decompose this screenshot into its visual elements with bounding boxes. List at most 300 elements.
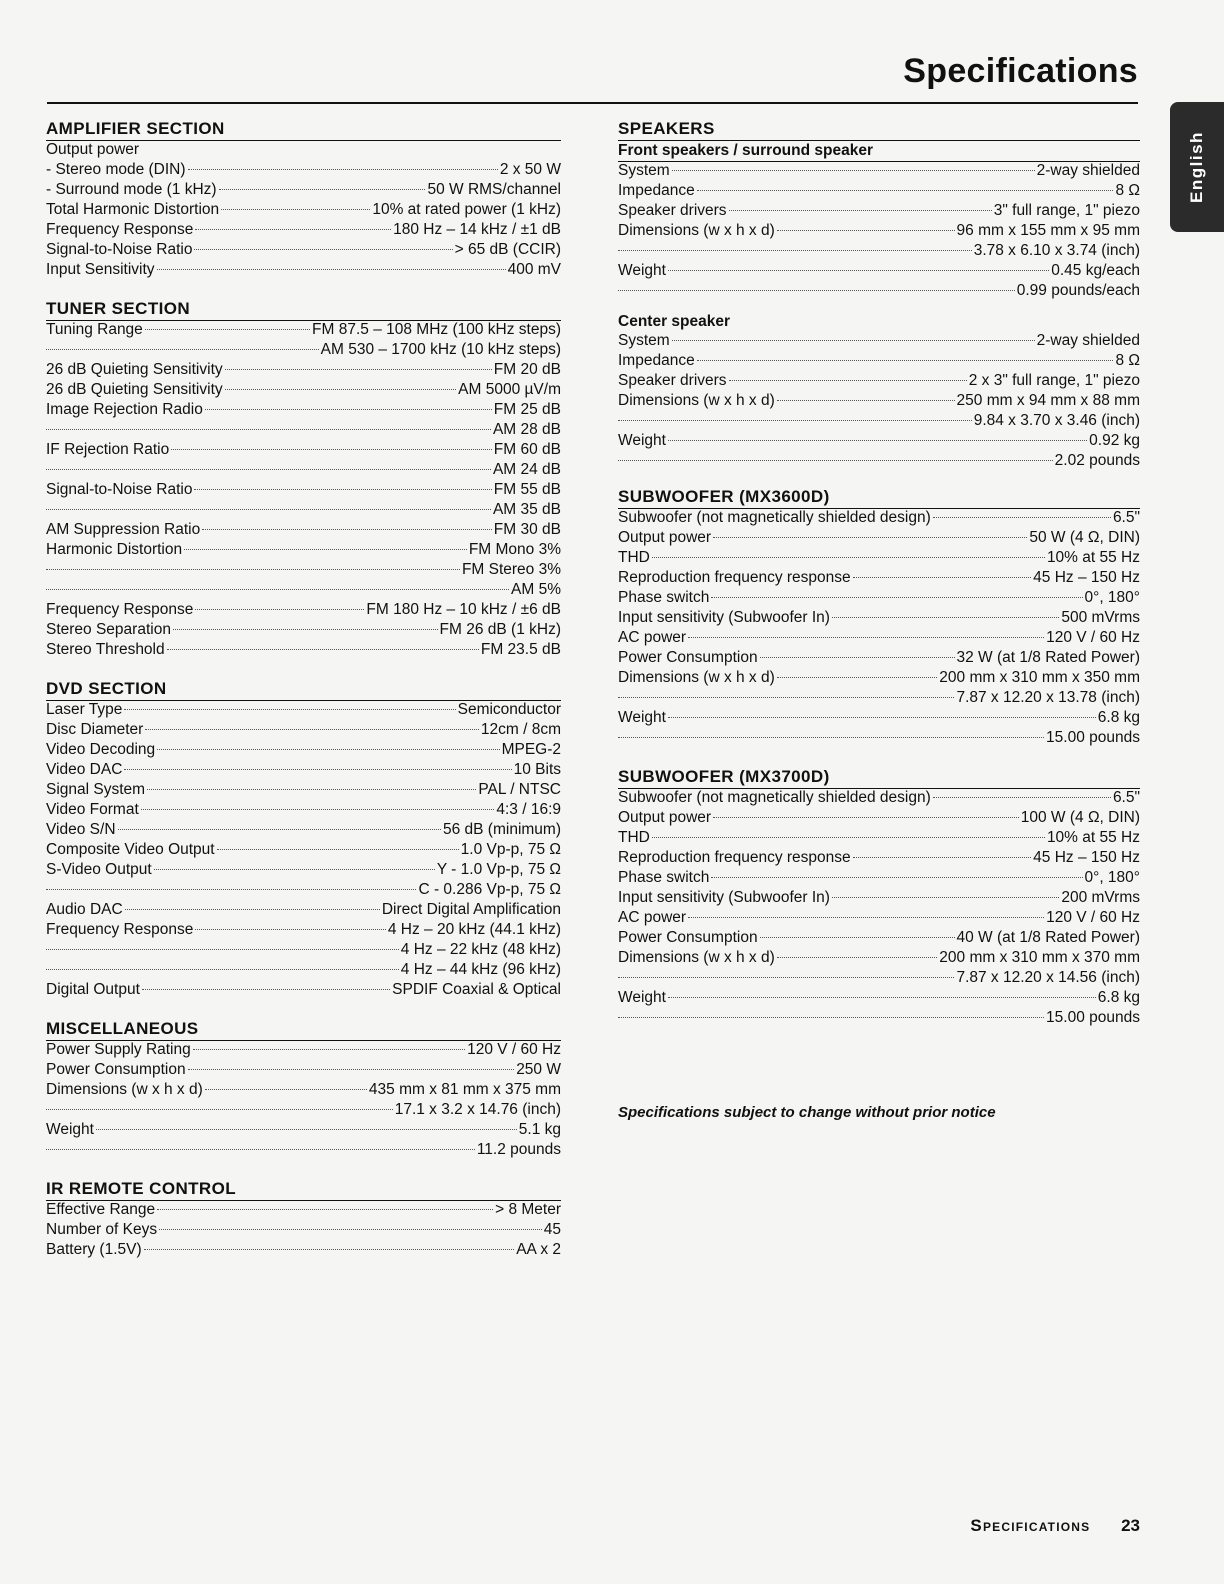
spec-value: 0.92 kg (1089, 432, 1140, 449)
dot-leader (46, 589, 509, 590)
spec-label: Video Format (46, 801, 139, 818)
dot-leader (46, 1109, 393, 1110)
spec-value: 32 W (at 1/8 Rated Power) (956, 649, 1140, 666)
spec-value: 45 Hz – 150 Hz (1033, 849, 1140, 866)
dot-leader (668, 997, 1096, 998)
spec-row (46, 201, 561, 221)
dot-leader (157, 269, 506, 270)
spec-label: Frequency Response (46, 601, 194, 618)
dot-leader (141, 809, 495, 810)
spec-value: > 65 dB (CCIR) (454, 241, 561, 258)
spec-row (46, 1201, 561, 1221)
dot-leader (697, 360, 1114, 361)
spec-value: 2 x 50 W (499, 161, 561, 178)
spec-value: 6.8 kg (1097, 989, 1140, 1006)
page-number: 23 (1121, 1516, 1140, 1535)
dot-leader (46, 469, 491, 470)
spec-value: PAL / NTSC (478, 781, 561, 798)
spec-row (46, 221, 561, 241)
spec-value: 5.1 kg (518, 1121, 561, 1138)
dot-leader (672, 340, 1035, 341)
spec-row (618, 372, 1140, 392)
spec-value: FM 25 dB (493, 401, 561, 418)
spec-row (46, 1141, 561, 1161)
spec-label: Image Rejection Radio (46, 401, 203, 418)
spec-label: Reproduction frequency response (618, 569, 851, 586)
spec-label: System (618, 162, 670, 179)
spec-value: 250 mm x 94 mm x 88 mm (956, 392, 1140, 409)
spec-label: Frequency Response (46, 221, 194, 238)
spec-label: Input sensitivity (Subwoofer In) (618, 889, 830, 906)
dot-leader (221, 209, 370, 210)
spec-row (46, 801, 561, 821)
spec-value: FM 26 dB (1 kHz) (439, 621, 561, 638)
spec-label: System (618, 332, 670, 349)
spec-value: 4 Hz – 22 kHz (48 kHz) (400, 941, 561, 958)
spec-row (618, 909, 1140, 929)
spec-value: AM 5% (511, 581, 561, 598)
dot-leader (124, 769, 511, 770)
spec-row (46, 241, 561, 261)
dot-leader (668, 717, 1096, 718)
dot-leader (219, 189, 426, 190)
dot-leader (711, 597, 1082, 598)
dot-leader (853, 577, 1032, 578)
spec-value: 200 mm x 310 mm x 370 mm (939, 949, 1140, 966)
spec-label: Speaker drivers (618, 372, 727, 389)
spec-value: FM 23.5 dB (480, 641, 561, 658)
spec-label: Signal-to-Noise Ratio (46, 481, 193, 498)
spec-value: 15.00 pounds (1046, 729, 1140, 746)
spec-value: 96 mm x 155 mm x 95 mm (956, 222, 1140, 239)
spec-value: Y - 1.0 Vp-p, 75 Ω (436, 861, 561, 878)
dot-leader (124, 709, 455, 710)
spec-label: Impedance (618, 352, 695, 369)
dot-leader (933, 517, 1111, 518)
dot-leader (96, 1129, 517, 1130)
dot-leader (157, 1209, 493, 1210)
spec-label: AC power (618, 629, 687, 646)
spec-label: Laser Type (46, 701, 123, 718)
spec-row (46, 341, 561, 361)
spec-value: FM 180 Hz – 10 kHz / ±6 dB (366, 601, 561, 618)
spec-row (618, 709, 1140, 729)
language-tab (1170, 102, 1224, 232)
dot-leader (46, 349, 319, 350)
spec-row (618, 392, 1140, 412)
spec-row (46, 1121, 561, 1141)
spec-row (46, 481, 561, 501)
spec-value: FM 20 dB (493, 361, 561, 378)
dot-leader (194, 249, 452, 250)
spec-value: 50 W RMS/channel (427, 181, 561, 198)
dot-leader (125, 909, 380, 910)
dot-leader (697, 190, 1114, 191)
dot-leader (672, 170, 1035, 171)
dot-leader (46, 949, 399, 950)
page-footer (970, 1516, 1140, 1536)
spec-row (618, 182, 1140, 202)
dot-leader (618, 1017, 1044, 1018)
dot-leader (618, 977, 954, 978)
spec-value: FM 55 dB (493, 481, 561, 498)
dot-leader (652, 557, 1045, 558)
front-speakers-rows (618, 162, 1140, 302)
spec-label: Weight (618, 432, 666, 449)
spec-value: 8 Ω (1115, 352, 1140, 369)
spec-value: 15.00 pounds (1046, 1009, 1140, 1026)
language-tab-label: English (1187, 131, 1206, 203)
spec-row (618, 969, 1140, 989)
dot-leader (171, 449, 492, 450)
spec-value: FM Stereo 3% (461, 561, 561, 578)
spec-label: AM Suppression Ratio (46, 521, 201, 538)
dot-leader (46, 889, 416, 890)
spec-row (46, 741, 561, 761)
spec-value: 2-way shielded (1036, 162, 1140, 179)
dot-leader (195, 609, 364, 610)
spec-value: 4 Hz – 20 kHz (44.1 kHz) (387, 921, 561, 938)
dot-leader (729, 380, 967, 381)
spec-value: SPDIF Coaxial & Optical (392, 981, 561, 998)
section-title: IR REMOTE CONTROL (46, 1178, 561, 1201)
spec-row (618, 589, 1140, 609)
spec-value: 50 W (4 Ω, DIN) (1029, 529, 1140, 546)
spec-label: Signal-to-Noise Ratio (46, 241, 193, 258)
dot-leader (154, 869, 435, 870)
spec-value: 0.99 pounds/each (1016, 282, 1140, 299)
dot-leader (668, 270, 1049, 271)
spec-row (46, 1061, 561, 1081)
subwoofer-mx3700d-title: SUBWOOFER (MX3700D) (618, 766, 1140, 789)
spec-row (618, 549, 1140, 569)
spec-value: 17.1 x 3.2 x 14.76 (inch) (394, 1101, 561, 1118)
spec-row (46, 1101, 561, 1121)
speakers-section-title: SPEAKERS (618, 118, 1140, 141)
dot-leader (729, 210, 992, 211)
spec-value: 120 V / 60 Hz (1046, 909, 1140, 926)
spec-row (46, 881, 561, 901)
spec-row (46, 761, 561, 781)
spec-value: 45 Hz – 150 Hz (1033, 569, 1140, 586)
dot-leader (688, 637, 1044, 638)
dot-leader (145, 329, 310, 330)
spec-row (46, 721, 561, 741)
spec-value: 1.0 Vp-p, 75 Ω (460, 841, 561, 858)
spec-value: 0°, 180° (1084, 869, 1140, 886)
spec-label: - Surround mode (1 kHz) (46, 181, 217, 198)
spec-label: Output power (46, 141, 140, 158)
spec-row (46, 981, 561, 1001)
spec-row (46, 561, 561, 581)
spec-value: C - 0.286 Vp-p, 75 Ω (418, 881, 561, 898)
spec-label: Stereo Separation (46, 621, 171, 638)
spec-row (618, 949, 1140, 969)
spec-row (618, 412, 1140, 432)
spec-label: IF Rejection Ratio (46, 441, 170, 458)
spec-row (618, 689, 1140, 709)
spec-value: AM 28 dB (492, 421, 561, 438)
spec-label: Video S/N (46, 821, 116, 838)
spec-value: 400 mV (507, 261, 561, 278)
center-speaker-title: Center speaker (618, 313, 731, 330)
spec-value: 56 dB (minimum) (443, 821, 561, 838)
spec-value: 250 W (516, 1061, 561, 1078)
spec-value: 2-way shielded (1036, 332, 1140, 349)
subwoofer-mx3600d-rows (618, 509, 1140, 749)
spec-row (46, 901, 561, 921)
dot-leader (225, 369, 492, 370)
spec-row (618, 929, 1140, 949)
spec-row (618, 1009, 1140, 1029)
spec-label: Output power (618, 809, 712, 826)
spec-row (618, 529, 1140, 549)
spec-row (618, 162, 1140, 182)
dot-leader (173, 629, 438, 630)
center-speaker-rows (618, 332, 1140, 472)
spec-value: 435 mm x 81 mm x 375 mm (368, 1081, 561, 1098)
dot-leader (205, 1089, 367, 1090)
spec-label: Composite Video Output (46, 841, 215, 858)
dot-leader (188, 169, 498, 170)
spec-value: 3" full range, 1" piezo (993, 202, 1140, 219)
spec-label: Power Supply Rating (46, 1041, 191, 1058)
spec-value: AM 530 – 1700 kHz (10 kHz steps) (320, 341, 561, 358)
spec-label: Subwoofer (not magnetically shielded design) (618, 789, 931, 806)
spec-value: MPEG-2 (501, 741, 561, 758)
spec-row (618, 332, 1140, 352)
spec-value: AM 5000 µV/m (458, 381, 561, 398)
spec-row (46, 821, 561, 841)
dot-leader (777, 677, 938, 678)
spec-label: AC power (618, 909, 687, 926)
spec-label: THD (618, 549, 650, 566)
dot-leader (618, 250, 972, 251)
spec-row (46, 401, 561, 421)
spec-label: Audio DAC (46, 901, 123, 918)
dot-leader (713, 537, 1027, 538)
title-rule (47, 102, 1138, 104)
spec-value: 120 V / 60 Hz (467, 1041, 561, 1058)
dot-leader (167, 649, 479, 650)
spec-row (618, 869, 1140, 889)
spec-value: FM Mono 3% (468, 541, 561, 558)
spec-value: 6.8 kg (1097, 709, 1140, 726)
spec-value: 10% at 55 Hz (1046, 549, 1140, 566)
spec-value: > 8 Meter (495, 1201, 561, 1218)
spec-value: 11.2 pounds (476, 1141, 561, 1158)
subwoofer-mx3700d-rows (618, 789, 1140, 1029)
spec-row (46, 621, 561, 641)
right-column (618, 118, 1140, 1029)
dot-leader (202, 529, 492, 530)
spec-row (46, 641, 561, 661)
spec-row (46, 1241, 561, 1261)
spec-label: Video Decoding (46, 741, 156, 758)
spec-value: Direct Digital Amplification (381, 901, 561, 918)
spec-row (618, 352, 1140, 372)
spec-label: Battery (1.5V) (46, 1241, 142, 1258)
spec-value: 4:3 / 16:9 (496, 801, 561, 818)
spec-row (46, 601, 561, 621)
change-notice: Specifications subject to change without prior notice (618, 1104, 996, 1121)
spec-label: 26 dB Quieting Sensitivity (46, 381, 223, 398)
dot-leader (777, 230, 955, 231)
front-speakers-title: Front speakers / surround speaker (618, 141, 1140, 162)
spec-label: Effective Range (46, 1201, 156, 1218)
spec-row (46, 861, 561, 881)
spec-label: Dimensions (w x h x d) (618, 949, 775, 966)
spec-label: Dimensions (w x h x d) (618, 392, 775, 409)
spec-label: Digital Output (46, 981, 140, 998)
spec-label: Power Consumption (618, 929, 758, 946)
dot-leader (157, 749, 499, 750)
spec-row (46, 381, 561, 401)
dot-leader (832, 897, 1059, 898)
spec-value: 3.78 x 6.10 x 3.74 (inch) (973, 242, 1140, 259)
spec-label: Reproduction frequency response (618, 849, 851, 866)
spec-value: 4 Hz – 44 kHz (96 kHz) (400, 961, 561, 978)
dot-leader (711, 877, 1082, 878)
spec-value: 10% at rated power (1 kHz) (372, 201, 561, 218)
spec-row (618, 829, 1140, 849)
spec-row (46, 701, 561, 721)
dot-leader (118, 829, 441, 830)
spec-value: FM 87.5 – 108 MHz (100 kHz steps) (312, 321, 561, 338)
subwoofer-mx3600d-title: SUBWOOFER (MX3600D) (618, 486, 1140, 509)
spec-row (618, 989, 1140, 1009)
spec-label: Signal System (46, 781, 146, 798)
dot-leader (195, 229, 391, 230)
spec-label: Video DAC (46, 761, 123, 778)
section-title: AMPLIFIER SECTION (46, 118, 561, 141)
dot-leader (194, 489, 491, 490)
dot-leader (46, 509, 491, 510)
spec-label: Disc Diameter (46, 721, 144, 738)
dot-leader (184, 549, 467, 550)
spec-row (46, 461, 561, 481)
dot-leader (46, 1149, 475, 1150)
spec-label: Subwoofer (not magnetically shielded design) (618, 509, 931, 526)
spec-value: 2.02 pounds (1054, 452, 1140, 469)
spec-row (618, 262, 1140, 282)
spec-value: FM 30 dB (493, 521, 561, 538)
spec-label: - Stereo mode (DIN) (46, 161, 186, 178)
dot-leader (195, 929, 386, 930)
spec-label: Input Sensitivity (46, 261, 155, 278)
dot-leader (188, 1069, 515, 1070)
spec-row (618, 889, 1140, 909)
spec-row (46, 1221, 561, 1241)
dot-leader (618, 737, 1044, 738)
spec-label: Weight (618, 262, 666, 279)
spec-row (618, 282, 1140, 302)
spec-label: S-Video Output (46, 861, 152, 878)
dot-leader (713, 817, 1019, 818)
dot-leader (142, 989, 390, 990)
spec-label: Total Harmonic Distortion (46, 201, 220, 218)
spec-value: 10 Bits (513, 761, 561, 778)
spec-row (618, 452, 1140, 472)
spec-row (46, 1081, 561, 1101)
spec-label: Impedance (618, 182, 695, 199)
spec-row (618, 649, 1140, 669)
spec-value: 200 mVrms (1061, 889, 1140, 906)
spec-label: Speaker drivers (618, 202, 727, 219)
spec-row (46, 141, 561, 161)
spec-label: Power Consumption (618, 649, 758, 666)
spec-row (46, 161, 561, 181)
spec-row (618, 222, 1140, 242)
spec-row (46, 361, 561, 381)
spec-value: 500 mVrms (1061, 609, 1140, 626)
spec-value: 45 (543, 1221, 561, 1238)
spec-label: Dimensions (w x h x d) (46, 1081, 203, 1098)
spec-row (46, 261, 561, 281)
spec-value: 6.5" (1112, 789, 1140, 806)
spec-row (618, 609, 1140, 629)
dot-leader (147, 789, 476, 790)
dot-leader (618, 697, 954, 698)
spec-row (46, 521, 561, 541)
left-column (46, 118, 561, 1261)
spec-value: AM 24 dB (492, 461, 561, 478)
spec-row (46, 501, 561, 521)
spec-label: Input sensitivity (Subwoofer In) (618, 609, 830, 626)
dot-leader (145, 729, 479, 730)
dot-leader (777, 400, 955, 401)
dot-leader (144, 1249, 515, 1250)
spec-value: AA x 2 (516, 1241, 561, 1258)
spec-value: 9.84 x 3.70 x 3.46 (inch) (973, 412, 1140, 429)
spec-row (46, 921, 561, 941)
spec-value: 7.87 x 12.20 x 14.56 (inch) (956, 969, 1140, 986)
spec-label: Output power (618, 529, 712, 546)
spec-label: THD (618, 829, 650, 846)
dot-leader (618, 420, 972, 421)
spec-label: Tuning Range (46, 321, 143, 338)
page-title: Specifications (903, 52, 1138, 90)
dot-leader (46, 969, 399, 970)
dot-leader (193, 1049, 465, 1050)
spec-value: 12cm / 8cm (480, 721, 561, 738)
spec-row (46, 941, 561, 961)
spec-label: Phase switch (618, 869, 710, 886)
spec-value: 180 Hz – 14 kHz / ±1 dB (393, 221, 561, 238)
dot-leader (933, 797, 1111, 798)
dot-leader (760, 937, 955, 938)
spec-value: 8 Ω (1115, 182, 1140, 199)
dot-leader (159, 1229, 542, 1230)
dot-leader (832, 617, 1059, 618)
section-title: TUNER SECTION (46, 298, 561, 321)
spec-row (618, 509, 1140, 529)
spec-row (46, 421, 561, 441)
spec-row (618, 242, 1140, 262)
spec-label: 26 dB Quieting Sensitivity (46, 361, 223, 378)
spec-value: 2 x 3" full range, 1" piezo (968, 372, 1140, 389)
dot-leader (618, 290, 1015, 291)
spec-label: Dimensions (w x h x d) (618, 222, 775, 239)
spec-row (618, 729, 1140, 749)
spec-row (618, 809, 1140, 829)
spec-value: AM 35 dB (492, 501, 561, 518)
spec-row (46, 181, 561, 201)
spec-value: 100 W (4 Ω, DIN) (1020, 809, 1140, 826)
spec-row (46, 441, 561, 461)
spec-value: 6.5" (1112, 509, 1140, 526)
spec-value: FM 60 dB (493, 441, 561, 458)
